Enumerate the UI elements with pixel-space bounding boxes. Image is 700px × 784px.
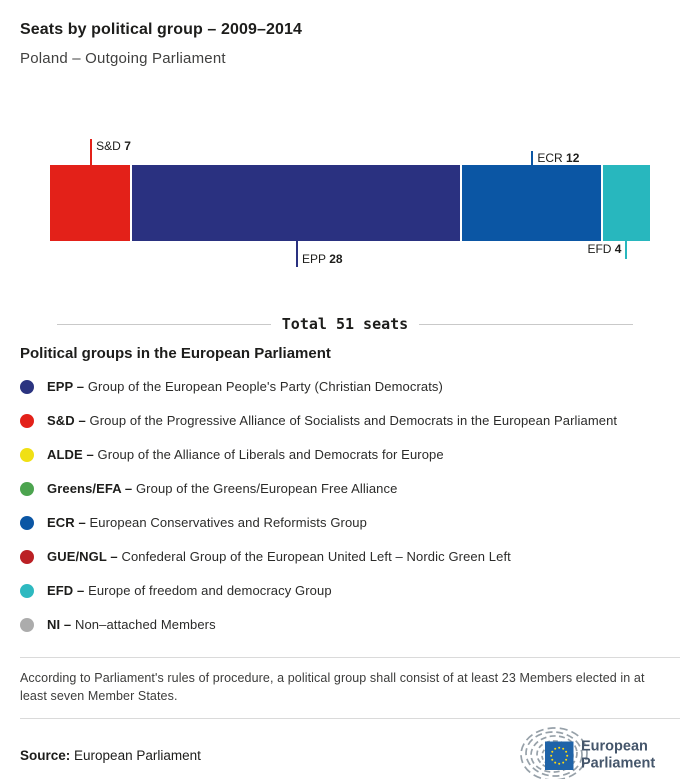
eu-star-icon — [565, 759, 567, 761]
stacked-bar — [50, 165, 650, 241]
legend-row-ecr — [20, 506, 680, 540]
legend-item-text — [47, 379, 443, 395]
callout-tick-efd — [625, 241, 627, 259]
legend-dot-icon — [20, 584, 34, 598]
callout-tick-ecr — [531, 151, 533, 165]
footnote-rule-top — [20, 657, 680, 658]
legend-item-name: Confederal Group of the European United Left – Nordic Green Left — [121, 549, 511, 564]
legend-dot-icon — [20, 414, 34, 428]
logo-text-line1: European — [581, 738, 648, 755]
legend-item-abbr: ECR – — [47, 515, 90, 530]
callout-label-epp — [302, 253, 343, 266]
callout-group-name: S&D — [96, 139, 125, 153]
legend-item-abbr: GUE/NGL – — [47, 549, 122, 564]
legend-item-text — [47, 413, 617, 429]
total-seats-label: Total 51 seats — [281, 315, 409, 333]
page-subtitle: Poland – Outgoing Parliament — [20, 50, 226, 67]
callout-group-name: ECR — [537, 151, 567, 165]
callout-seat-count: 7 — [124, 139, 131, 153]
bar-segment-s-d — [50, 165, 132, 241]
callout-label-efd — [587, 243, 621, 256]
legend-dot-icon — [20, 380, 34, 394]
legend-item-name: European Conservatives and Reformists Group — [89, 515, 367, 530]
legend-row-ni — [20, 608, 680, 642]
legend-item-abbr: EPP – — [47, 379, 88, 394]
source-line — [20, 748, 201, 763]
legend-dot-icon — [20, 482, 34, 496]
legend-dot-icon — [20, 448, 34, 462]
bar-segment-efd — [603, 165, 650, 241]
callout-group-name: EPP — [302, 252, 330, 266]
legend-item-name: Europe of freedom and democracy Group — [88, 583, 332, 598]
legend-item-text — [47, 515, 367, 531]
eu-star-icon — [554, 748, 556, 750]
legend-item-abbr: S&D – — [47, 413, 90, 428]
legend-item-text — [47, 617, 216, 633]
eu-star-icon — [565, 751, 567, 753]
bar-segment-ecr — [462, 165, 603, 241]
legend-dot-icon — [20, 618, 34, 632]
legend-row-alde — [20, 438, 680, 472]
eu-star-icon — [554, 762, 556, 764]
legend-item-name: Group of the Progressive Alliance of Socialists and Democrats in the European Parliament — [89, 413, 618, 428]
legend-item-abbr: Greens/EFA – — [47, 481, 136, 496]
legend-item-text — [47, 583, 332, 599]
legend-row-gue-ngl — [20, 540, 680, 574]
page-title: Seats by political group – 2009–2014 — [20, 21, 302, 38]
divider-line-right — [419, 324, 633, 325]
source-label: Source: — [20, 748, 71, 763]
legend-dot-icon — [20, 550, 34, 564]
eu-star-icon — [551, 759, 553, 761]
eu-star-icon — [562, 748, 564, 750]
european-parliament-logo — [510, 725, 680, 779]
legend-dot-icon — [20, 516, 34, 530]
legend-row-efd — [20, 574, 680, 608]
callout-tick-s-d — [90, 139, 92, 165]
legend-item-name: Non–attached Members — [74, 617, 216, 632]
legend-item-name: Group of the Alliance of Liberals and Democrats for Europe — [97, 447, 444, 462]
callout-seat-count: 12 — [566, 151, 580, 165]
legend-item-abbr: NI – — [47, 617, 75, 632]
callout-seat-count: 28 — [329, 252, 343, 266]
total-seats-divider — [57, 315, 633, 333]
eu-star-icon — [551, 751, 553, 753]
eu-star-icon — [562, 762, 564, 764]
callout-label-ecr — [537, 152, 579, 165]
seats-bar-chart — [20, 135, 680, 275]
footer — [20, 719, 680, 783]
legend-item-name: Group of the Greens/European Free Alliance — [135, 481, 398, 496]
callout-tick-epp — [296, 241, 298, 267]
callout-seat-count: 4 — [614, 242, 622, 256]
legend-row-s-d — [20, 404, 680, 438]
logo-text-line2: Parliament — [581, 755, 656, 772]
bar-segment-epp — [132, 165, 461, 241]
legend-item-name: Group of the European People's Party (Christian Democrats) — [87, 379, 443, 394]
eu-star-icon — [550, 755, 552, 757]
source-value: European Parliament — [74, 748, 201, 763]
footnote-text: According to Parliament's rules of procedure, a political group shall consist of at least 23 Members elected in at least seven Member States. — [20, 671, 645, 703]
legend-item-abbr: EFD – — [47, 583, 89, 598]
eu-star-icon — [558, 763, 560, 765]
legend-heading: Political groups in the European Parliament — [20, 345, 331, 362]
eu-star-icon — [566, 755, 568, 757]
legend-row-greens-efa — [20, 472, 680, 506]
callout-label-s-d — [96, 140, 131, 153]
legend-list — [20, 370, 680, 642]
legend-item-text — [47, 447, 444, 463]
eu-flag-icon — [545, 742, 574, 771]
divider-line-left — [57, 324, 271, 325]
callout-group-name: EFD — [587, 242, 615, 256]
legend-row-epp — [20, 370, 680, 404]
legend-item-text — [47, 481, 397, 497]
legend-item-abbr: ALDE – — [47, 447, 98, 462]
legend-item-text — [47, 549, 511, 565]
eu-star-icon — [558, 747, 560, 749]
